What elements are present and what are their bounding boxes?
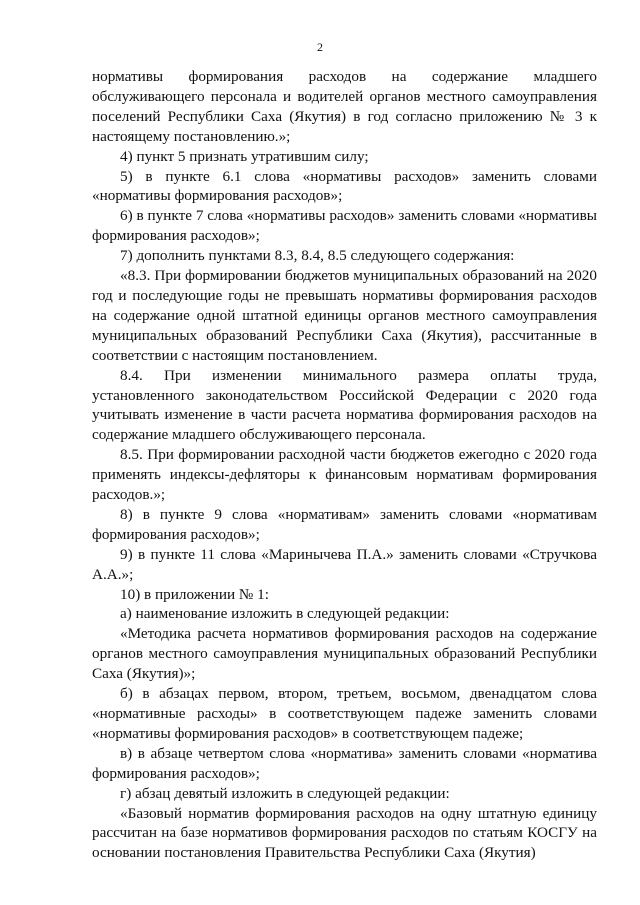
paragraph: б) в абзацах первом, втором, третьем, восьмом, двенадцатом слова «нормативные расходы» в соответствующем падеже заменить словами «нормативы формирования расходов» в соответствующем падеже; [92, 685, 597, 742]
paragraph: «Базовый норматив формирования расходов на одну штатную единицу рассчитан на базе нормативов формирования расходов по статьям КОСГУ на основании постановления Правительства Республики Саха (Якутия) [92, 804, 597, 862]
paragraph: в) в абзаце четвертом слова «норматива» заменить словами «норматива формирования расходов»; [92, 744, 597, 782]
document-body [92, 67, 597, 863]
paragraph: 5) в пункте 6.1 слова «нормативы расходов» заменить словами «нормативы формирования расходов»; [92, 167, 597, 205]
paragraph: 4) пункт 5 признать утратившим силу; [120, 147, 369, 165]
paragraph: 10) в приложении № 1: [120, 585, 269, 603]
paragraph: а) наименование изложить в следующей редакции: [120, 605, 450, 623]
paragraph: «Методика расчета нормативов формирования расходов на содержание органов местного самоуправления муниципальных образований Республики Саха (Якутия)»; [92, 625, 597, 683]
paragraph: 7) дополнить пунктами 8.3, 8.4, 8.5 следующего содержания: [120, 247, 515, 265]
paragraph: «8.3. При формировании бюджетов муниципальных образований на 2020 год и последующие годы не превышать нормативы формирования расходов на содержание одной штатной единицы органов местного самоуправления муниципальных образований Республики Саха (Якутия), рассчитанные в соответствии с настоящим постановлением. [92, 267, 597, 364]
paragraph: 9) в пункте 11 слова «Маринычева П.А.» заменить словами «Стручкова А.А.»; [92, 545, 597, 583]
paragraph: нормативы формирования расходов на содержание младшего обслуживающего персонала и водителей органов местного самоуправления поселений Республики Саха (Якутия) в год согласно приложению № 3 к настоящему постановлению.»; [92, 68, 597, 145]
page-number: 2 [317, 40, 323, 54]
paragraph: 8) в пункте 9 слова «нормативам» заменить словами «нормативам формирования расходов»; [92, 505, 597, 543]
paragraph: г) абзац девятый изложить в следующей редакции: [120, 784, 450, 802]
paragraph: 8.4. При изменении минимального размера оплаты труда, установленного законодательством Российской Федерации с 2020 года учитывать изменение в части расчета норматива формирования расходов на содержание младшего обслуживающего персонала. [92, 366, 597, 444]
paragraph: 6) в пункте 7 слова «нормативы расходов» заменить словами «нормативы формирования расходов»; [92, 207, 597, 245]
paragraph: 8.5. При формировании расходной части бюджетов ежегодно с 2020 года применять индексы-дефляторы к финансовым нормативам формирования расходов.»; [92, 446, 597, 504]
